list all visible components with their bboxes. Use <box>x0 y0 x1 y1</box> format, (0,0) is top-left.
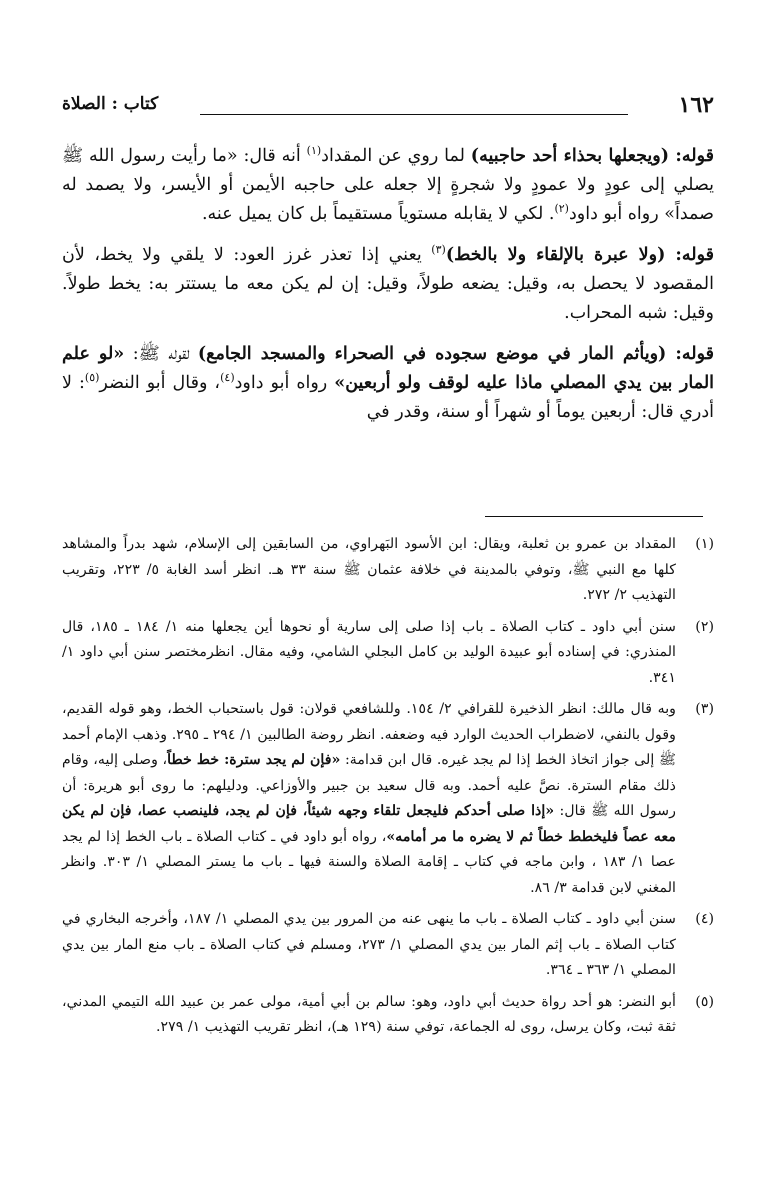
footnote-1 <box>62 532 714 609</box>
hadith-quote: «لو علم المار بين يدي المصلي ماذا عليه لوقف ولو أربعين» <box>62 344 715 393</box>
footnote-ref-3: (٣) <box>431 243 446 257</box>
running-title: كتاب : الصلاة <box>62 94 159 114</box>
lemma-1: قوله: (ويجعلها بحذاء أحد حاجبيه) <box>470 146 714 166</box>
quote-bold: «فإن لم يجد سترة: خط خطاً <box>167 752 341 768</box>
footnote-text: سنن أبي داود ـ كتاب الصلاة ـ باب إذا صلى إلى سارية أو نحوها أين يجعلها منه ١/ ١٨٤ ـ ١٨٥، قال المنذري: في إسناده أبو عبيدة الوليد بن كامل البجلي الشامي، وفيه مقال. انظرمختصر سنن أبي داود ١/ ٣٤١. <box>62 618 676 686</box>
footnote-number: (٤) <box>695 911 714 927</box>
footnote-text: ، رواه أبو داود في ـ كتاب الصلاة ـ باب الخط إذا لم يجد عصا ١/ ١٨٣ ، وابن ماجه في كتاب ـ إقامة الصلاة والسنة فيها ـ باب ما يستر المصلي ١/ ٣٠٣. وانظر المغني لابن قدامة ٣/ ٨٦. <box>62 828 676 896</box>
footnote-5 <box>62 990 714 1041</box>
lemma-2: قوله: (ولا عبرة بالإلقاء ولا بالخط) <box>445 245 715 265</box>
page-number: ١٦٢ <box>678 92 714 118</box>
footnote-text: سنن أبي داود ـ كتاب الصلاة ـ باب ما ينهى عنه من المرور بين يدي المصلي ١/ ١٨٧، وأخرجه البخاري في كتاب الصلاة ـ باب إثم المار بين يدي المصلي ١/ ٢٧٣، ومسلم في كتاب الصلاة ـ باب منع المار بين يدي المصلي ١/ ٣٦٣ ـ ٣٦٤. <box>62 911 677 978</box>
header-rule <box>200 114 628 115</box>
footnote-ref-5: (٥) <box>84 371 100 385</box>
lemma-3: قوله: (ويأثم المار في موضع سجوده في الصحراء والمسجد الجامع) <box>197 344 714 364</box>
footnote-separator <box>485 516 703 517</box>
text: . لكي لا يقابله مستوياً مستقيماً بل كان يميل عنه. <box>201 204 555 224</box>
footnote-text: المقداد بن عمرو بن ثعلبة، ويقال: ابن الأسود البَهراوي، من السابقين إلى الإسلام، شهد بدراً والمشاهد كلها مع النبي ﷺ، وتوفي بالمدينة في خلافة عثمان ﷺ سنة ٣٣ هـ. انظر أسد الغابة ٥/ ٢٢٣، وتقريب التهذيب ٢/ ٢٧٢. <box>62 536 676 603</box>
footnote-ref-1: (١) <box>306 144 322 158</box>
footnote-2 <box>62 615 714 692</box>
footnote-number: (١) <box>695 536 714 552</box>
footnote-text: وبه قال مالك: انظر الذخيرة للقرافي ٢/ ١٥٤. وللشافعي قولان: قول باستحباب الخط، وهو قوله القديم، وقول بالنفي، لاضطراب الحديث الوارد فيه وضعفه. انظر روضة الطالبين ١/ ٢٩٤ ـ ٢٩٥. وذهب الإمام أحمد ﷺ إلى جواز اتخاذ الخط إذا لم يجد غيره. قال ابن قدامة: <box>62 701 676 768</box>
paragraph-3 <box>62 340 714 427</box>
footnote-ref-4: (٤) <box>220 371 235 385</box>
footnote-number: (٣) <box>695 701 714 717</box>
text: : لا أدري قال: أربعين يوماً أو شهراً أو سنة، وقدر في <box>62 373 714 422</box>
footnote-ref-2: (٢) <box>554 202 569 216</box>
footnotes <box>62 532 714 1047</box>
page-header <box>62 92 714 122</box>
main-text <box>62 142 714 439</box>
text: يعني إذا تعذر غرز العود: لا يلقي ولا يخط، لأن المقصود لا يحصل به، وقيل: يضعه طولاً، وقيل: إن لم يكن معه ما يستتر به: يخط طولاً. وقيل: شبه المحراب. <box>62 245 714 323</box>
footnote-3 <box>62 697 714 901</box>
text: أنه قال: «ما رأيت رسول الله ﷺ يصلي إلى عودٍ ولا عمودٍ ولا شجرةٍ إلا جعله على حاجبه الأيمن أو الأيسر، ولا يصمد له صمداً» رواه أبو داود <box>62 146 714 224</box>
paragraph-1 <box>62 142 714 229</box>
text: ، وقال أبو النضر <box>99 373 221 393</box>
text: رواه أبو داود <box>234 373 335 393</box>
footnote-4 <box>62 907 714 984</box>
text: لما روي عن المقداد <box>321 146 471 166</box>
paragraph-2 <box>62 241 714 328</box>
footnote-number: (٢) <box>695 618 714 635</box>
footnote-text: أبو النضر: هو أحد رواة حديث أبي داود، وهو: سالم بن أبي أمية، مولى عمر بن عبيد الله التيمي المدني، ثقة ثبت، وكان يرسل، روى له الجماعة، توفي سنة (١٢٩ هـ)، انظر تقريب التهذيب ١/ ٢٧٩. <box>62 993 676 1035</box>
footnote-text: ، وصلى إليه، وقام ذلك مقام السترة. نصَّ عليه أحمد. وبه قال سعيد بن جبير والأوزاعي. ودليلهم: ما روى أبو هريرة: أن رسول الله ﷺ قال: <box>62 752 676 819</box>
footnote-number: (٥) <box>695 993 714 1010</box>
hadith-quote: «إذا صلى أحدكم فليجعل تلقاء وجهه شيئاً، فإن لم يجد، فلينصب عصا، فإن لم يكن معه عصاً فليخطط خطاً ثم لا يضره ما مر أمامه» <box>62 803 676 845</box>
text: لقوله ﷺ: <box>124 344 198 364</box>
